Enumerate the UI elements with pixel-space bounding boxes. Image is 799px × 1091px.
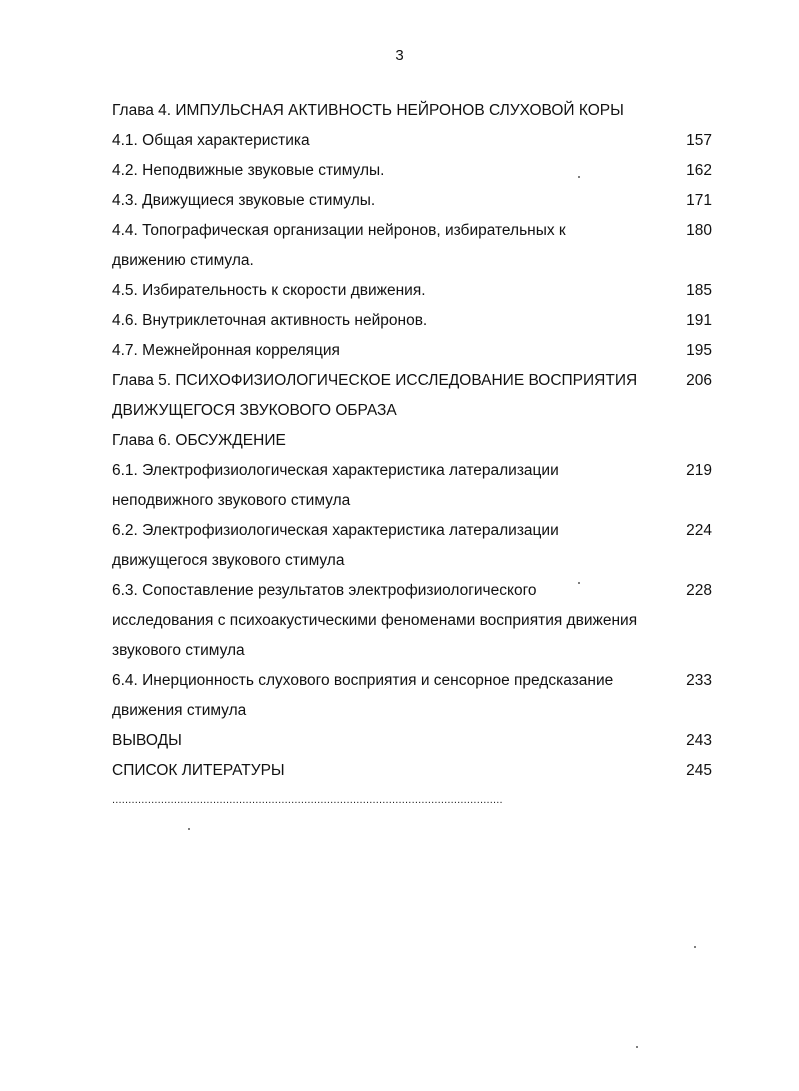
toc-entry [112,186,712,216]
dotted-separator: ........................................................................................................................ [112,794,503,806]
toc-entry-page: 171 [686,192,712,209]
toc-entry-page: 228 [686,582,712,599]
toc-entry [112,546,712,576]
toc-entry-title: движения стимула [112,702,247,719]
toc-entry [112,156,712,186]
toc-entry-title: 4.1. Общая характеристика [112,132,310,149]
toc-entry [112,396,712,426]
toc-entry-page: 219 [686,462,712,479]
scan-speck [578,582,580,584]
toc-entry-title: ДВИЖУЩЕГОСЯ ЗВУКОВОГО ОБРАЗА [112,402,397,419]
toc-entry-title: звукового стимула [112,642,245,659]
toc-entry-page: 180 [686,222,712,239]
scan-speck [188,828,190,830]
toc-entry-title: Глава 6. ОБСУЖДЕНИЕ [112,432,286,449]
toc-entry-page: 162 [686,162,712,179]
toc-entry-title: 4.2. Неподвижные звуковые стимулы. [112,162,385,179]
toc-entry-title: 4.4. Топографическая организации нейронов, избирательных к [112,222,566,239]
toc-entry-title: движущегося звукового стимула [112,552,345,569]
toc-entry-title: ВЫВОДЫ [112,732,182,749]
toc-entry-title: 4.5. Избирательность к скорости движения. [112,282,426,299]
toc-entry-title: 6.3. Сопоставление результатов электрофизиологического [112,582,537,599]
toc-entry-title: 6.2. Электрофизиологическая характеристика латерализации [112,522,559,539]
toc-entry-title: 6.4. Инерционность слухового восприятия и сенсорное предсказание [112,672,614,689]
toc-entry [112,516,712,546]
toc-entry [112,756,712,786]
toc-entry [112,126,712,156]
toc-entry [112,276,712,306]
toc-entry-page: 206 [686,372,712,389]
toc-entry [112,96,712,126]
scan-speck [694,946,696,948]
toc-entry-page: 185 [686,282,712,299]
toc-entry-title: 4.6. Внутриклеточная активность нейронов. [112,312,428,329]
toc-entry-page: 245 [686,762,712,779]
toc-entry [112,246,712,276]
toc-entry-page: 191 [686,312,712,329]
toc-entry-title: неподвижного звукового стимула [112,492,351,509]
toc-entry-page: 224 [686,522,712,539]
toc-entry-title: 4.7. Межнейронная корреляция [112,342,340,359]
toc-entry-page: 157 [686,132,712,149]
toc-entry [112,426,712,456]
toc-entry [112,726,712,756]
toc-entry-page: 195 [686,342,712,359]
toc-entry [112,636,712,666]
toc-entry [112,306,712,336]
scan-speck [578,176,580,178]
toc-entry [112,216,712,246]
page-number: 3 [395,47,404,64]
toc-entry-title: движению стимула. [112,252,254,269]
toc-entry [112,666,712,696]
toc-entry [112,336,712,366]
toc-entry-title: СПИСОК ЛИТЕРАТУРЫ [112,762,285,779]
toc-entry [112,576,712,606]
toc-entry [112,456,712,486]
toc-entry [112,696,712,726]
toc-entry-title: 4.3. Движущиеся звуковые стимулы. [112,192,376,209]
toc-entry-page: 243 [686,732,712,749]
toc-entry [112,486,712,516]
toc-entry-title: Глава 5. ПСИХОФИЗИОЛОГИЧЕСКОЕ ИССЛЕДОВАНИЕ ВОСПРИЯТИЯ [112,372,638,389]
toc-entry [112,606,712,636]
toc-entry-title: Глава 4. ИМПУЛЬСНАЯ АКТИВНОСТЬ НЕЙРОНОВ СЛУХОВОЙ КОРЫ [112,102,624,119]
toc-entry [112,366,712,396]
table-of-contents [112,96,712,786]
toc-entry-page: 233 [686,672,712,689]
toc-entry-title: 6.1. Электрофизиологическая характеристика латерализации [112,462,559,479]
toc-entry-title: исследования с психоакустическими феноменами восприятия движения [112,612,638,629]
scan-speck [636,1046,638,1048]
